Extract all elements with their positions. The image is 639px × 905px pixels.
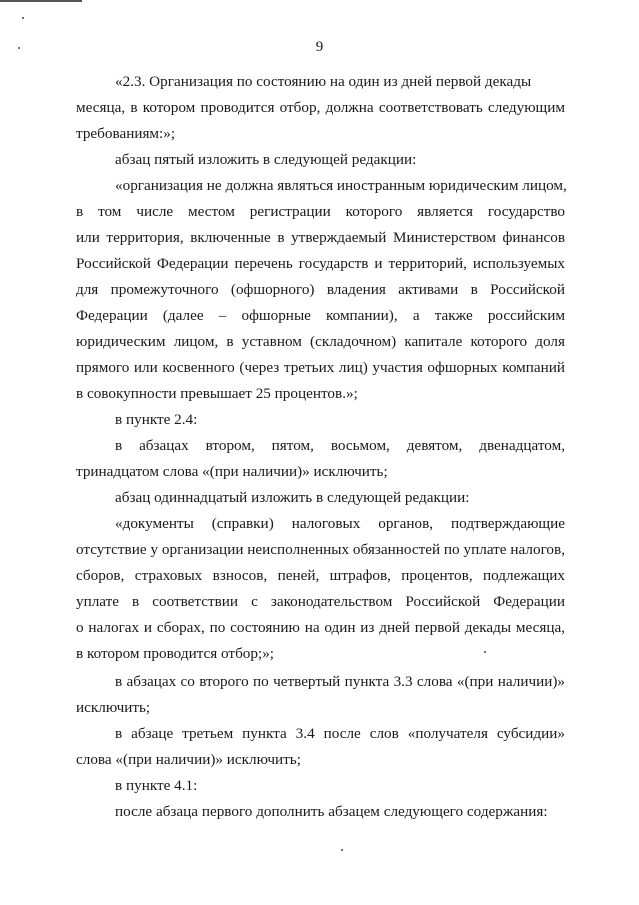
text-line: Федерации (далее – офшорные компании), а также российским <box>76 307 565 324</box>
text-line: для промежуточного (офшорного) владения активами в Российской <box>76 281 565 298</box>
text-line: абзац пятый изложить в следующей редакции: <box>115 151 417 168</box>
text-line: отсутствие у организации неисполненных обязанностей по уплате налогов, <box>76 541 565 558</box>
text-line: в том числе местом регистрации которого является государство <box>76 203 565 220</box>
text-line: после абзаца первого дополнить абзацем следующего содержания: <box>115 803 548 820</box>
text-line: в абзаце третьем пункта 3.4 после слов «получателя субсидии» <box>115 725 565 742</box>
text-line: в пункте 2.4: <box>115 411 198 428</box>
scan-speck <box>341 849 343 851</box>
page-number: 9 <box>315 39 324 55</box>
text-line: Российской Федерации перечень государств и территорий, используемых <box>76 255 565 272</box>
text-line: «документы (справки) налоговых органов, подтверждающие <box>115 515 565 532</box>
text-line: или территория, включенные в утверждаемый Министерством финансов <box>76 229 565 246</box>
text-line: месяца, в котором проводится отбор, должна соответствовать следующим <box>76 99 565 116</box>
text-line: тринадцатом слова «(при наличии)» исключить; <box>76 463 388 480</box>
text-line: слова «(при наличии)» исключить; <box>76 751 301 768</box>
text-line: в совокупности превышает 25 процентов.»; <box>76 385 358 402</box>
text-line: юридическим лицом, в уставном (складочном) капитале которого доля <box>76 333 565 350</box>
scan-speck <box>22 17 24 19</box>
text-line: исключить; <box>76 699 151 716</box>
text-line: сборов, страховых взносов, пеней, штрафов, процентов, подлежащих <box>76 567 565 584</box>
text-line: уплате в соответствии с законодательством Российской Федерации <box>76 593 565 610</box>
scan-edge-mark <box>0 0 82 2</box>
text-line: в абзацах со второго по четвертый пункта 3.3 слова «(при наличии)» <box>115 673 565 690</box>
text-line: абзац одиннадцатый изложить в следующей редакции: <box>115 489 470 506</box>
text-line: «2.3. Организация по состоянию на один из дней первой декады <box>115 73 532 90</box>
scan-speck <box>484 651 486 653</box>
text-line: «организация не должна являться иностранным юридическим лицом, <box>115 177 567 194</box>
text-line: прямого или косвенного (через третьих лиц) участия офшорных компаний <box>76 359 565 376</box>
text-line: в абзацах втором, пятом, восьмом, девятом, двенадцатом, <box>115 437 565 454</box>
text-line: в котором проводится отбор;»; <box>76 645 275 662</box>
text-line: в пункте 4.1: <box>115 777 198 794</box>
text-line: о налогах и сборах, по состоянию на один из дней первой декады месяца, <box>76 619 565 636</box>
text-line: требованиям:»; <box>76 125 176 142</box>
